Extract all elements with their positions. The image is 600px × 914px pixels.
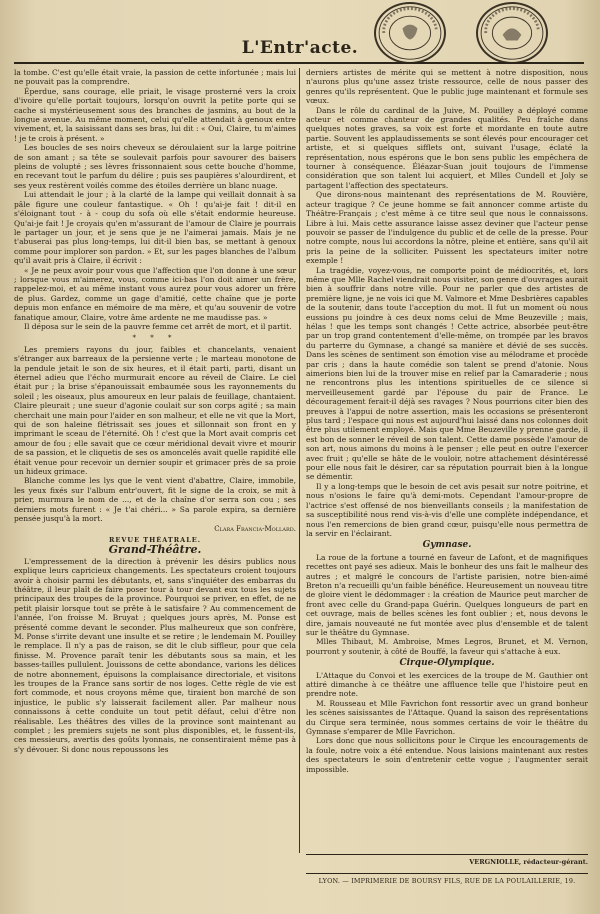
printer-imprint: LYON. — IMPRIMERIE DE BOURSY FILS, RUE DE LA POULAILLERIE, 19. xyxy=(318,877,576,885)
paragraph: Que dirons-nous maintenant des représentations de M. Rouvière, acteur tragique ? Ce jeune homme se fait annoncer comme artiste du Théâtre-Français ; c'est même à ce titre seul que nous le connaissons. Libre à lui. Mais cette assurance laisse assez deviner que l'acteur pense pouvoir se passer de l'indulgence du public et de celle de la presse. Pour notre compte, nous lui accordons la nôtre, pleine et entière, sans qu'il ait pris la peine de la solliciter. Puissent les spectateurs imiter notre exemple ! xyxy=(306,190,588,266)
left-column xyxy=(14,68,296,754)
paragraph: L'empressement de la direction à prévenir les désirs publics nous explique leurs capricieux changements. Les spectateurs croient toujours avoir à choisir parmi les débutants, et, sans s'inquiéter des embarras du théâtre, il leur plaît de faire poser tour à tour devant eux tous les sujets principaux des troupes de la province. Pourquoi se priver, en effet, de ne petit plaisir lorsque tout se prête à le satisfaire ? Au commencement de l'année, l'on froisse M. Bruyat ; quelques jours après, M. Ponse est présenté comme devant le seconder. Plus malheureux que son confrère, M. Ponse s'irrite devant une insulte et se retire ; le lendemain M. Pouilley le remplace. Il n'y a pas de raison, se dit le club siffleur, pour que cela finisse. M. Provence paraît tenir les débutants sous sa main, et les basses-tailles pullulent. Jouissons de cette abondance, varions les délices de notre abonnement, épuisons la complaisance directoriale, et visitons les troupes de la France sans sortir de nos loges. Cette règle de vie est fort commode, et nous croyons même que, tiraient bon marché de son injustice, le public s'y laisserait facilement aller. Par malheur nous connaissons à cette conduite un tout petit défaut, celui d'être non réalisable. Les théâtres des villes de la province sont maintenant au complet ; les premiers sujets ne sont plus disponibles, et, le fussent-ils, ces messieurs, avertis des goûts lyonnais, ne consentiraient même pas à s'y dévouer. Si donc nous repoussons les xyxy=(14,556,296,754)
paragraph: Dans le rôle du cardinal de la Juive, M. Pouilley a déployé comme acteur et comme chanteur de grandes qualités. Peu fraîche dans quelques notes graves, sa voix est forte et mordante en toute autre partie. Souvent les applaudissements se sont élevés pour encourager cet artiste, et si quelques sifflets ont, suivant l'usage, éclaté la représentation, nous espérons que le bon sens public les empêchera de tourner à conséquence. Éléazar-Suan jouit toujours de l'immense considération que son talent lui acquiert, et Mlles Cundell et Joly se partagent l'affection des spectateurs. xyxy=(306,105,588,190)
paragraph: Il y a long-temps que le besoin de cet avis pesait sur notre poitrine, et nous n'osions le faire qu'à demi-mots. Cependant l'amour-propre de l'actrice s'est offensé de nos bienveillants conseils ; la manifestation de sa susceptibilité nous rend vis-à-vis d'elle une complète indépendance, et nous l'en remercions de bien grand cœur, puisqu'elle nous permettra de la servir en l'éclairant. xyxy=(306,481,588,538)
footer-rule xyxy=(306,873,588,874)
right-column xyxy=(306,68,588,774)
paragraph: Mlles Thibaut, M. Ambroise, Mmes Legros, Brunet, et M. Vernon, pourront y soutenir, à côté de Bouffé, la faveur qui s'attache à eux. xyxy=(306,637,588,656)
masthead-rule xyxy=(14,62,584,64)
paragraph: Blanche comme les lys que le vent vient d'abattre, Claire, immobile, les yeux fixés sur l'album entr'ouvert, fit le signe de la croix, se mit à prier, murmura le nom de ..., et de la chaîne d'or serra son cou ; ses derniers mots furent : « Je t'ai chéri... » Sa parole expira, sa dernière pensée jusqu'à la mort. xyxy=(14,476,296,524)
paragraph: « Je ne peux avoir pour vous que l'affection que l'on donne à une sœur ; lorsque vous m'aimerez, vous, comme ici-bas l'on doit aimer un frère, rappelez-moi, et au même instant vous aurez pour vous adorer un frère de plus. Gardez, comme un gage d'amitié, cette chaîne que je porte depuis mon enfance en mémoire de ma mère, et qu'au souvenir de votre fanatique amour, Claire, votre âme ardente ne me maudisse pas. » xyxy=(14,265,296,322)
paragraph: La tragédie, voyez-vous, ne comporte point de médiocrités, et, lors même que Mlle Rachel viendrait nous visiter, son genre d'ouvrages aurait bien à souffrir dans notre ville. Pour ne parler que des artistes de première ligne, je ne vois ici que M. Valmore et Mme Desbrières capables de la soutenir, dans toute l'acception du mot. Il fut un moment où nous eussions pu joindre à ces deux noms celui de Mme Beuzeville ; mais, hélas ! que les temps sont changés ! Cette actrice, absorbée peut-être par un trop grand contentement d'elle-même, on trompée par les bravos du parterre du Gymnase, a changé sa manière et dévié de ses succès. Dans les scènes de sentiment son émotion vise au mélodrame et procède par cris ; dans la haute comédie son talent se prend d'atonie. Nous aimerions bien lui de la trouver mise en relief par la Camaraderie ; nous ne rencontrons plus les intentions spirituelles de ce silence si merveilleusement gardé par l'épouse du pair de France. Le découragement ferait-il déjà ses ravages ? Nous pourrions citer bien des preuves à l'appui de notre assertion, mais les occasions se présenteront plus tard ; l'espace qui nous est aujourd'hui laissé dans nos colonnes doit être plus utilement employé. Mais que Mme Beuzeville y prenne garde, il est bon de sonner le réveil de son talent. Cette dame possède l'amour de son art, nous aimons du moins à le penser ; elle peut en outre l'exercer avec fruit ; qu'elle se hâte de le vouloir, notre attachement désintéressé pour elle nous fait le désirer, car sa réputation pourrait bien à la longue se démentir. xyxy=(306,265,588,482)
section-separator: * * * xyxy=(132,334,178,343)
subsection-title: Cirque-Olympique. xyxy=(399,658,495,669)
paragraph: Les boucles de ses noirs cheveux se déroulaient sur la large poitrine de son amant ; sa tête se soulevait parfois pour savourer des baisers pleins de volupté ; ses lèvres frissonnaient sous cette bouche d'homme, en recevant tout le parfum du délire ; puis ses paupières s'alourdirent, et ses yeux restèrent voilés comme des étoiles derrière un blanc nuage. xyxy=(14,143,296,190)
paragraph: Les premiers rayons du jour, faibles et chancelants, venaient s'étranger aux barreaux de la persienne verte ; le marteau monotone de la pendule jetait le son de six heures, et il était parti, parti, disant un éternel adieu que l'écho murmurait encore au réveil de Claire. Le ciel était pur ; la brise s'épanouissait embaumée sous les rayonnements du soleil ; les oiseaux, plus amoureux en leur palais de feuillage, chantaient. Claire pleurait ; une sueur d'agonie coulait sur son corps agité ; sa main cherchait une main pour l'aider en son malheur, et elle ne vit que la Mort, qui de son haleine flétrissait ses joues et sillonnait son front en y imprimant le sceau de l'éternité. Oh ! c'est que la Mort avait compris cet amour de fou ; elle savait que ce cœur méridional devait vivre et mourir de sa passion, et le cliquetis de ses os amoncelés avait quelle rapidité elle était venue pour recevoir un dernier soupir et grimacer près de sa proie un hideux grimace. xyxy=(14,344,296,477)
paragraph: la tombe. C'est qu'elle était vraie, la passion de cette infortunée ; mais lui ne pouvait pas la comprendre. xyxy=(14,68,296,87)
paragraph: Lors donc que nous sollicitons pour le Cirque les encouragements de la foule, notre voix a été entendue. Nous laisions maintenant aux restes des spectateurs le soin d'entretenir cette vogue ; l'augmenter serait impossible. xyxy=(306,736,588,774)
footer-rule xyxy=(306,854,588,855)
subsection-title: Grand-Théâtre. xyxy=(108,543,202,557)
paragraph: derniers artistes de mérite qui se mettent à notre disposition, nous n'aurons plus qu'une assez triste ressource, celle de nous passer des genres qu'ils représentent. Que le public juge maintenant et formule ses vœux. xyxy=(306,68,588,106)
paragraph: M. Rousseau et Mlle Favrichon font ressortir avec un grand bonheur les scènes saisissantes de l'Attaque. Quand la saison des représentations du Cirque sera terminée, nous sommes certains de voir le théâtre du Gymnase s'emparer de Mlle Favrichon. xyxy=(306,698,588,737)
paragraph: Éperdue, sans courage, elle priait, le visage prosterné vers la croix d'ivoire qu'elle portait toujours, lorsqu'on ouvrit la petite porte qui se cache si mystérieusement sous des branches de jasmins, au bout de la longue avenue. Au même moment, celui qu'elle attendait à genoux entre vivement, et, la saisissant dans ses bras, lui dit : « Oui, Claire, tu m'aimes ! je te crois à présent. » xyxy=(14,86,296,143)
section-heading: REVUE THÉATRALE. xyxy=(109,535,201,544)
subsection-title: Gymnase. xyxy=(422,540,472,551)
author-signature: Clara Francia-Mollard. xyxy=(214,524,296,533)
column-divider xyxy=(299,68,300,853)
editor-signature: VERGNIOLLE, rédacteur-gérant. xyxy=(469,858,588,866)
paragraph: La roue de la fortune a tourné en faveur de Lafont, et de magnifiques recettes ont payé ses adieux. Mais le bonheur des uns fait le malheur des autres ; et malgré le concours de l'artiste parisien, notre bien-aimé Breton n'a recueilli qu'un faible bénéfice. Heureusement un nouveau titre de gloire vient le dédommager : la création de Maurice peut marcher de front avec celle du Grand-papa Guérin. Quelques longueurs de part en cet ouvrage, mais de belles scènes les font oublier ; et, nous devons le dire, jamais nouveauté ne fut montée avec plus d'ensemble et de talent sur le théâtre du Gymnase. xyxy=(306,552,588,637)
paragraph: Lui attendait le jour ; à la clarté de la lampe qui veillait donnait à sa pâle figure une couleur fantastique. « Oh ! qu'ai-je fait ! dit-il en s'éloignant tout - à - coup du sofa où elle s'était endormie heureuse. Qu'ai-je fait ! Je croyais qu'en m'assurant de l'amour de Claire je pourrais le partager un jour, et je sens que je ne l'aimerai jamais. Mais je ne t'abuserai pas plus long-temps, lui dit-il bien bas, se mettant à genoux comme pour implorer son pardon. » Et, sur les pages blanches de l'album qu'il avait pris à Claire, il écrivit : xyxy=(14,190,296,266)
paragraph: L'Attaque du Convoi et les exercices de la troupe de M. Gauthier ont attiré dimanche à ce théâtre une affluence telle que l'histoire peut en prendre note. xyxy=(306,670,588,699)
paragraph: Il déposa sur le sein de la pauvre femme cet arrêt de mort, et il partit. xyxy=(24,321,292,331)
masthead-title: L'Entr'acte. xyxy=(241,38,359,58)
